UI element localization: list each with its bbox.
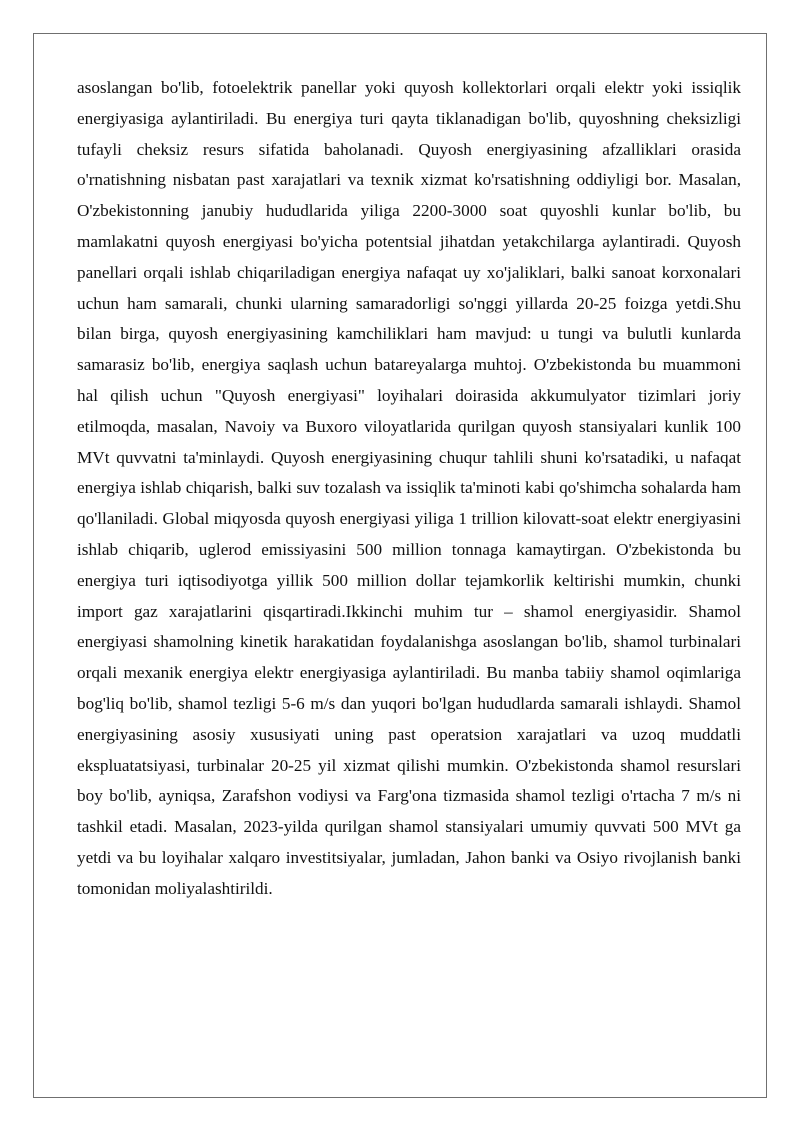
body-paragraph: asoslangan bo'lib, fotoelektrik panellar yoki quyosh kollektorlari orqali elektr yoki issiqlik energiyasiga aylantiriladi. Bu energiya turi qayta tiklanadigan bo'lib, quyoshning cheksizligi tufayli cheksiz resurs sifatida baholanadi. Quyosh energiyasining afzalliklari orasida o'rnatishning nisbatan past xarajatlari va texnik xizmat ko'rsatishning oddiyligi bor. Masalan, O'zbekistonning janubiy hududlarida yiliga 2200-3000 soat quyoshli kunlar bo'lib, bu mamlakatni quyosh energiyasi bo'yicha potentsial jihatdan yetakchilarga aylantiradi. Quyosh panellari orqali ishlab chiqariladigan energiya nafaqat uy xo'jaliklari, balki sanoat korxonalari uchun ham samarali, chunki ularning samaradorligi so'nggi yillarda 20-25 foizga yetdi.Shu bilan birga, quyosh energiyasining kamchiliklari ham mavjud: u tungi va bulutli kunlarda samarasiz bo'lib, energiya saqlash uchun batareyalarga muhtoj. O'zbekistonda bu muammoni hal qilish uchun "Quyosh energiyasi" loyihalari doirasida akkumulyator tizimlari joriy etilmoqda, masalan, Navoiy va Buxoro viloyatlarida qurilgan quyosh stansiyalari kunlik 100 MVt quvvatni ta'minlaydi. Quyosh energiyasining chuqur tahlili shuni ko'rsatadiki, u nafaqat energiya ishlab chiqarish, balki suv tozalash va issiqlik ta'minoti kabi qo'shimcha sohalarda ham qo'llaniladi. Global miqyosda quyosh energiyasi yiliga 1 trillion kilovatt-soat elektr energiyasini ishlab chiqarib, uglerod emissiyasini 500 million tonnaga kamaytirgan. O'zbekistonda bu energiya turi iqtisodiyotga yillik 500 million dollar tejamkorlik keltirishi mumkin, chunki import gaz xarajatlarini qisqartiradi.Ikkinchi muhim tur – shamol energiyasidir. Shamol energiyasi shamolning kinetik harakatidan foydalanishga asoslangan bo'lib, shamol turbinalari orqali mexanik energiya elektr energiyasiga aylantiriladi. Bu manba tabiiy shamol oqimlariga bog'liq bo'lib, shamol tezligi 5-6 m/s dan yuqori bo'lgan hududlarda samarali ishlaydi. Shamol energiyasining asosiy xususiyati uning past operatsion xarajatlari va uzoq muddatli ekspluatatsiyasi, turbinalar 20-25 yil xizmat qilishi mumkin. O'zbekistonda shamol resurslari boy bo'lib, ayniqsa, Zarafshon vodiysi va Farg'ona tizmasida shamol tezligi o'rtacha 7 m/s ni tashkil etadi. Masalan, 2023-yilda qurilgan shamol stansiyalari umumiy quvvati 500 MVt ga yetdi va bu loyihalar xalqaro investitsiyalar, jumladan, Jahon banki va Osiyo rivojlanish banki tomonidan moliyalashtirildi. xyxy=(77,78,741,898)
